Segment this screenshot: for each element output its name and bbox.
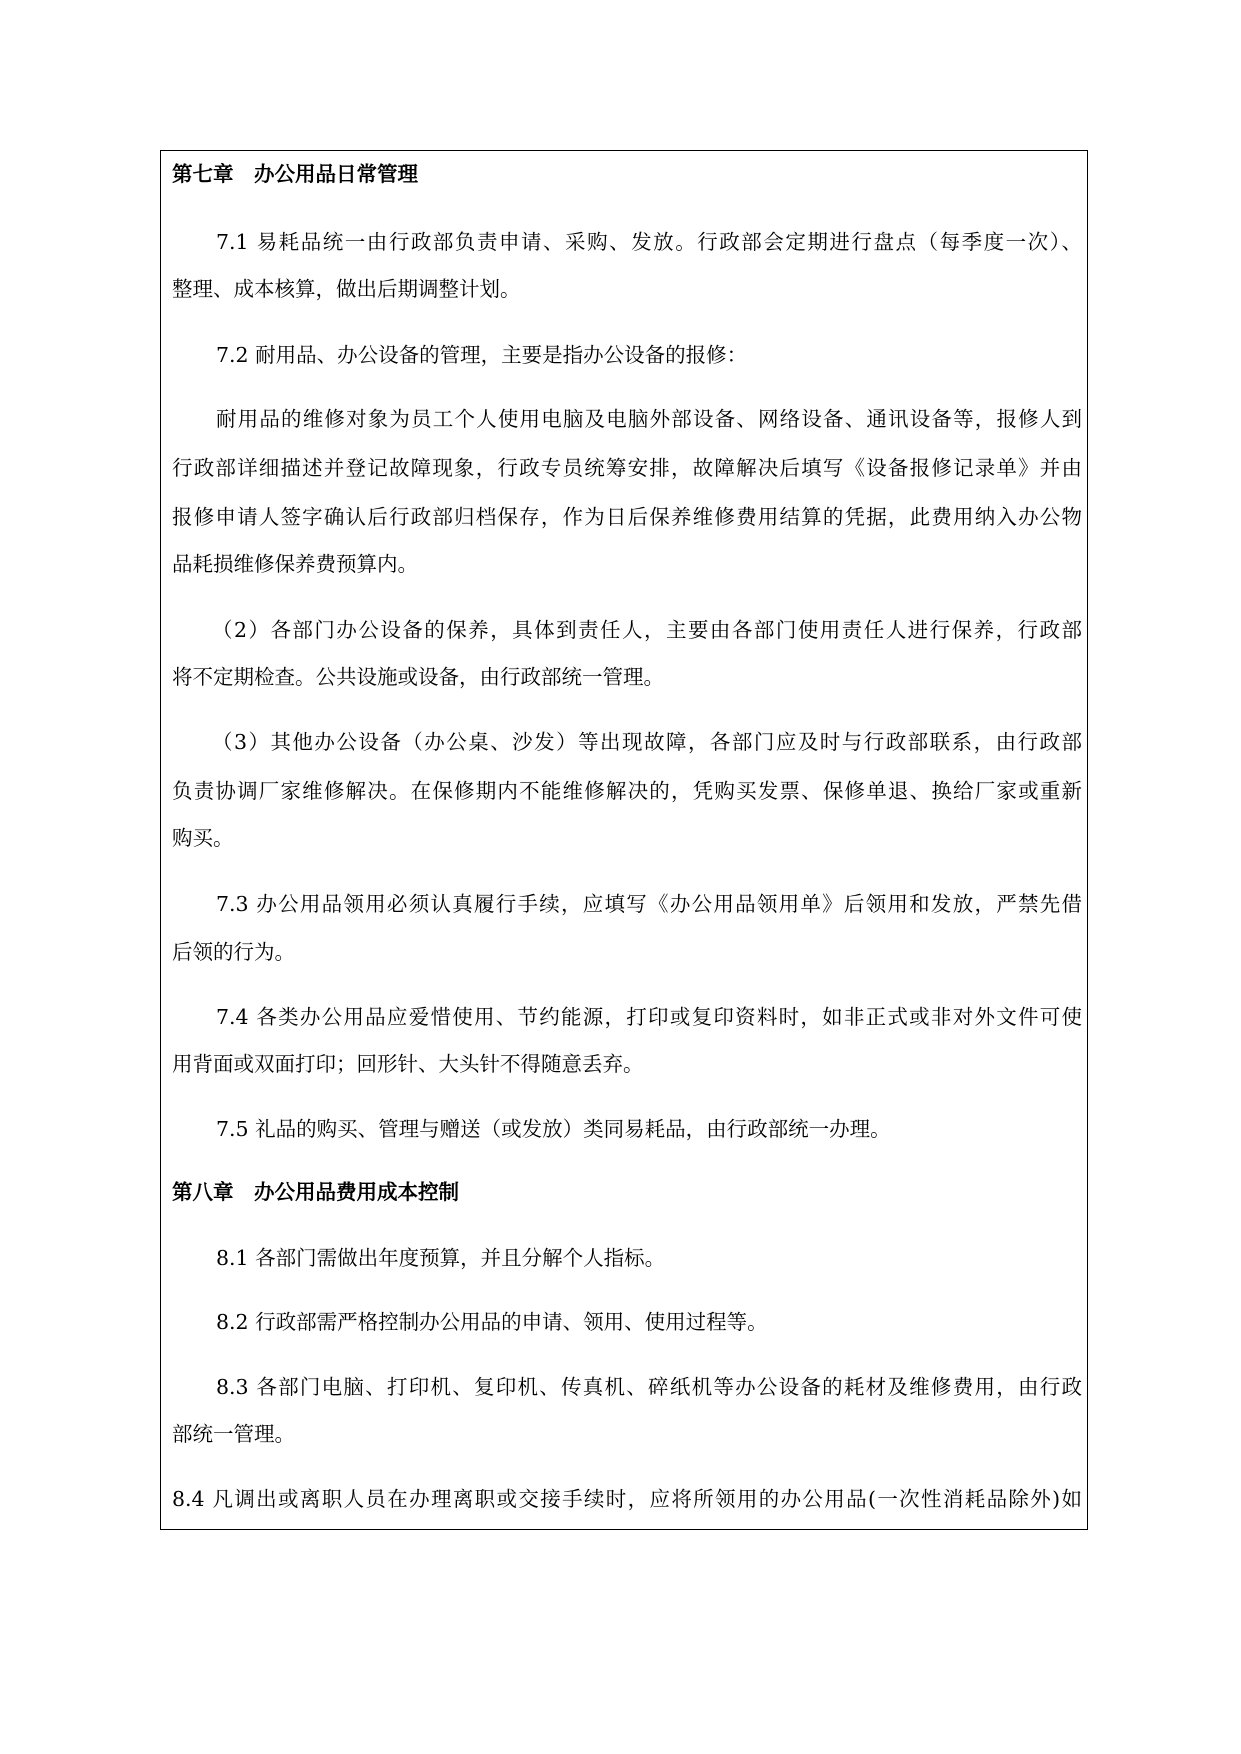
paragraph-8-3-line-1: 8.3 各部门电脑、打印机、复印机、传真机、碎纸机等办公设备的耗材及维修费用，由行政 xyxy=(216,1375,1082,1399)
paragraph-8-4-line-1: 8.4 凡调出或离职人员在办理离职或交接手续时，应将所领用的办公用品(一次性消耗品除外)如 xyxy=(172,1487,1082,1511)
chapter-7-title: 第七章 办公用品日常管理 xyxy=(172,162,418,186)
paragraph-item-3-line-2: 负责协调厂家维修解决。在保修期内不能维修解决的，凭购买发票、保修单退、换给厂家或重新 xyxy=(172,779,1082,803)
paragraph-item-2-line-1: （2）各部门办公设备的保养，具体到责任人，主要由各部门使用责任人进行保养，行政部 xyxy=(212,618,1082,642)
chapter-8-title: 第八章 办公用品费用成本控制 xyxy=(172,1180,459,1204)
paragraph-7-1-line-1: 7.1 易耗品统一由行政部负责申请、采购、发放。行政部会定期进行盘点（每季度一次）、 xyxy=(216,230,1082,254)
paragraph-7-4-line-1: 7.4 各类办公用品应爱惜使用、节约能源，打印或复印资料时，如非正式或非对外文件可使 xyxy=(216,1005,1082,1029)
paragraph-durables-line-1: 耐用品的维修对象为员工个人使用电脑及电脑外部设备、网络设备、通讯设备等，报修人到 xyxy=(216,407,1082,431)
paragraph-item-2-line-2: 将不定期检查。公共设施或设备，由行政部统一管理。 xyxy=(172,665,664,689)
paragraph-7-1-line-2: 整理、成本核算，做出后期调整计划。 xyxy=(172,277,521,301)
paragraph-durables-line-2: 行政部详细描述并登记故障现象，行政专员统筹安排，故障解决后填写《设备报修记录单》并由 xyxy=(172,456,1082,480)
paragraph-durables-line-3: 报修申请人签字确认后行政部归档保存，作为日后保养维修费用结算的凭据，此费用纳入办公物 xyxy=(172,505,1082,529)
paragraph-7-5: 7.5 礼品的购买、管理与赠送（或发放）类同易耗品，由行政部统一办理。 xyxy=(216,1117,891,1141)
paragraph-8-2: 8.2 行政部需严格控制办公用品的申请、领用、使用过程等。 xyxy=(216,1310,768,1334)
paragraph-7-3-line-1: 7.3 办公用品领用必须认真履行手续，应填写《办公用品领用单》后领用和发放，严禁先借 xyxy=(216,892,1082,916)
paragraph-item-3-line-3: 购买。 xyxy=(172,826,234,850)
paragraph-7-3-line-2: 后领的行为。 xyxy=(172,940,295,964)
paragraph-8-3-line-2: 部统一管理。 xyxy=(172,1422,295,1446)
paragraph-durables-line-4: 品耗损维修保养费预算内。 xyxy=(172,552,418,576)
paragraph-7-4-line-2: 用背面或双面打印；回形针、大头针不得随意丢弃。 xyxy=(172,1052,644,1076)
paragraph-8-1: 8.1 各部门需做出年度预算，并且分解个人指标。 xyxy=(216,1246,666,1270)
paragraph-7-2: 7.2 耐用品、办公设备的管理，主要是指办公设备的报修： xyxy=(216,343,748,367)
paragraph-item-3-line-1: （3）其他办公设备（办公桌、沙发）等出现故障，各部门应及时与行政部联系，由行政部 xyxy=(212,730,1082,754)
